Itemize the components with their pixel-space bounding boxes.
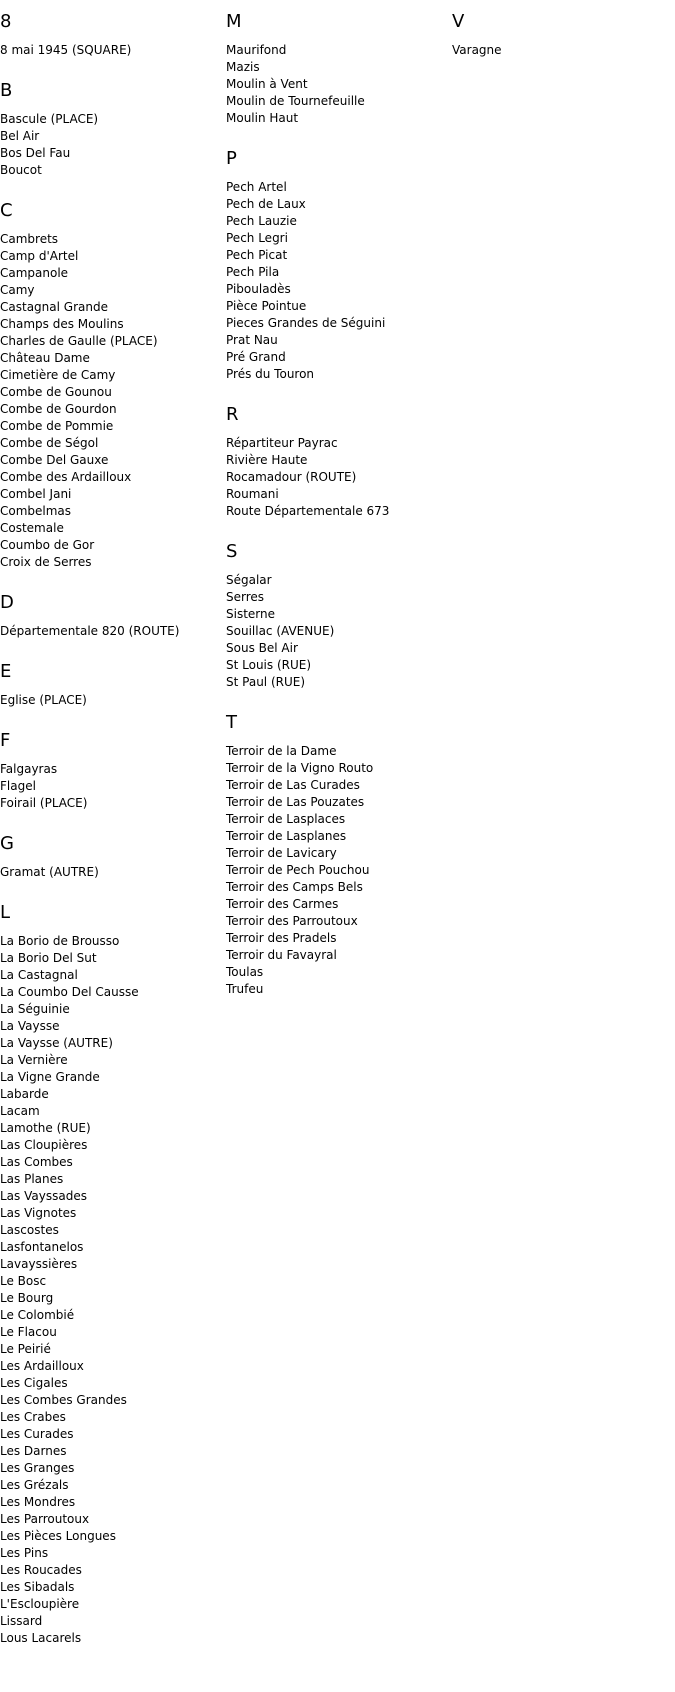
street-link[interactable]: Cimetière de Camy — [0, 368, 116, 382]
street-link[interactable]: Répartiteur Payrac — [226, 436, 338, 450]
street-link[interactable]: Combelmas — [0, 504, 72, 518]
letter-group-r — [226, 405, 446, 520]
street-link[interactable]: Les Darnes — [0, 1444, 67, 1458]
street-link[interactable]: Route Départementale 673 — [226, 504, 390, 518]
street-link[interactable]: La Vigne Grande — [0, 1070, 100, 1084]
street-list — [226, 42, 446, 127]
street-link[interactable]: Serres — [226, 590, 265, 604]
street-link[interactable]: Moulin à Vent — [226, 77, 308, 91]
street-link[interactable]: Lous Lacarels — [0, 1631, 82, 1645]
street-link[interactable]: Charles de Gaulle (PLACE) — [0, 334, 158, 348]
street-link[interactable]: Campanole — [0, 266, 69, 280]
letter-group-t — [226, 713, 446, 998]
street-link[interactable]: Varagne — [452, 43, 502, 57]
street-link[interactable]: Gramat (AUTRE) — [0, 865, 99, 879]
street-link[interactable]: St Louis (RUE) — [226, 658, 312, 672]
street-link[interactable]: Terroir des Camps Bels — [226, 880, 363, 894]
street-link[interactable]: Combel Jani — [0, 487, 72, 501]
street-link[interactable]: Les Granges — [0, 1461, 75, 1475]
street-link[interactable]: La Borio de Brousso — [0, 934, 120, 948]
street-link[interactable]: Les Pièces Longues — [0, 1529, 116, 1543]
street-link[interactable]: Camy — [0, 283, 35, 297]
letter-heading: 8 — [0, 11, 12, 32]
street-link[interactable]: Les Roucades — [0, 1563, 82, 1577]
street-link[interactable]: Moulin de Tournefeuille — [226, 94, 365, 108]
street-link[interactable]: Les Cigales — [0, 1376, 68, 1390]
street-list — [0, 933, 220, 1647]
letter-group-g — [0, 834, 220, 881]
street-link[interactable]: Terroir de la Dame — [226, 744, 337, 758]
street-link[interactable]: Combe Del Gauxe — [0, 453, 109, 467]
letter-group-l — [0, 903, 220, 1647]
index-column-2 — [226, 0, 446, 1020]
street-link[interactable]: Pibouladès — [226, 282, 291, 296]
street-link[interactable]: Souillac (AVENUE) — [226, 624, 335, 638]
letter-heading: R — [226, 404, 239, 425]
letter-group-b — [0, 81, 220, 179]
street-link[interactable]: Pech Lauzie — [226, 214, 297, 228]
street-link[interactable]: Castagnal Grande — [0, 300, 108, 314]
street-link[interactable]: Lascostes — [0, 1223, 59, 1237]
street-link[interactable]: Pieces Grandes de Séguini — [226, 316, 386, 330]
street-list — [226, 743, 446, 998]
letter-group-v — [452, 12, 672, 59]
street-list — [0, 231, 220, 571]
street-link[interactable]: Pièce Pointue — [226, 299, 307, 313]
street-link[interactable]: Pech Pila — [226, 265, 280, 279]
street-list — [226, 179, 446, 383]
street-link[interactable]: Le Flacou — [0, 1325, 57, 1339]
street-link[interactable]: Les Mondres — [0, 1495, 76, 1509]
letter-heading: C — [0, 200, 13, 221]
letter-heading: B — [0, 80, 13, 101]
street-link[interactable]: La Coumbo Del Causse — [0, 985, 139, 999]
street-link[interactable]: La Borio Del Sut — [0, 951, 97, 965]
street-link[interactable]: Moulin Haut — [226, 111, 299, 125]
letter-heading: D — [0, 592, 14, 613]
street-link[interactable]: Mazis — [226, 60, 260, 74]
street-link[interactable]: Foirail (PLACE) — [0, 796, 88, 810]
street-link[interactable]: Pré Grand — [226, 350, 286, 364]
street-link[interactable]: Terroir des Pradels — [226, 931, 337, 945]
street-list — [452, 42, 672, 59]
street-link[interactable]: Combe de Pommie — [0, 419, 114, 433]
street-link[interactable]: Combe de Gourdon — [0, 402, 117, 416]
street-link[interactable]: Prés du Touron — [226, 367, 315, 381]
street-list — [0, 761, 220, 812]
street-link[interactable]: Rocamadour (ROUTE) — [226, 470, 357, 484]
street-link[interactable]: Combe de Ségol — [0, 436, 99, 450]
letter-group-f — [0, 731, 220, 812]
letter-heading: F — [0, 730, 11, 751]
street-link[interactable]: Les Combes Grandes — [0, 1393, 127, 1407]
street-link[interactable]: Las Planes — [0, 1172, 64, 1186]
letter-heading: T — [226, 712, 237, 733]
street-link[interactable]: St Paul (RUE) — [226, 675, 306, 689]
street-link[interactable]: Boucot — [0, 163, 42, 177]
letter-heading: E — [0, 661, 12, 682]
street-link[interactable]: Maurifond — [226, 43, 287, 57]
letter-group-s — [226, 542, 446, 691]
street-link[interactable]: Lissard — [0, 1614, 43, 1628]
street-link[interactable]: Lacam — [0, 1104, 40, 1118]
street-link[interactable]: La Castagnal — [0, 968, 78, 982]
street-link[interactable]: Combe des Ardailloux — [0, 470, 132, 484]
street-list — [0, 692, 220, 709]
letter-group-e — [0, 662, 220, 709]
street-link[interactable]: Ségalar — [226, 573, 272, 587]
street-link[interactable]: Trufeu — [226, 982, 264, 996]
street-link[interactable]: Bos Del Fau — [0, 146, 71, 160]
street-link[interactable]: Terroir de Lavicary — [226, 846, 337, 860]
street-link[interactable]: Château Dame — [0, 351, 90, 365]
street-link[interactable]: Terroir de Lasplanes — [226, 829, 347, 843]
letter-group-d — [0, 593, 220, 640]
street-link[interactable]: Eglise (PLACE) — [0, 693, 87, 707]
street-link[interactable]: Les Pins — [0, 1546, 49, 1560]
street-link[interactable]: Roumani — [226, 487, 279, 501]
street-link[interactable]: Labarde — [0, 1087, 49, 1101]
street-list — [226, 572, 446, 691]
street-link[interactable]: Terroir des Carmes — [226, 897, 339, 911]
street-link[interactable]: La Vaysse — [0, 1019, 60, 1033]
street-link[interactable]: Las Vayssades — [0, 1189, 87, 1203]
street-link[interactable]: Sisterne — [226, 607, 276, 621]
street-link[interactable]: Camp d'Artel — [0, 249, 79, 263]
street-link[interactable]: Falgayras — [0, 762, 58, 776]
street-link[interactable]: Las Vignotes — [0, 1206, 77, 1220]
street-link[interactable]: Le Bosc — [0, 1274, 47, 1288]
street-link[interactable]: Les Parroutoux — [0, 1512, 90, 1526]
street-link[interactable]: Flagel — [0, 779, 36, 793]
street-link[interactable]: Combe de Gounou — [0, 385, 112, 399]
index-column-3 — [452, 0, 672, 81]
street-link[interactable]: Les Grézals — [0, 1478, 69, 1492]
street-link[interactable]: Las Combes — [0, 1155, 73, 1169]
street-link[interactable]: Bel Air — [0, 129, 40, 143]
letter-heading: L — [0, 902, 11, 923]
street-link[interactable]: Bascule (PLACE) — [0, 112, 99, 126]
street-link[interactable]: Les Crabes — [0, 1410, 66, 1424]
street-list — [0, 623, 220, 640]
street-link[interactable]: Les Ardailloux — [0, 1359, 84, 1373]
street-link[interactable]: Le Colombié — [0, 1308, 75, 1322]
street-link[interactable]: 8 mai 1945 (SQUARE) — [0, 43, 132, 57]
street-link[interactable]: Terroir de Pech Pouchou — [226, 863, 370, 877]
street-link[interactable]: Le Peirié — [0, 1342, 51, 1356]
street-link[interactable]: Terroir de la Vigno Routo — [226, 761, 374, 775]
street-link[interactable]: Sous Bel Air — [226, 641, 298, 655]
street-link[interactable]: Cambrets — [0, 232, 59, 246]
letter-group-p — [226, 149, 446, 383]
street-link[interactable]: Toulas — [226, 965, 264, 979]
street-list — [0, 864, 220, 881]
street-link[interactable]: Terroir du Favayral — [226, 948, 337, 962]
street-link[interactable]: La Vernière — [0, 1053, 68, 1067]
street-link[interactable]: Lasfontanelos — [0, 1240, 84, 1254]
street-link[interactable]: Rivière Haute — [226, 453, 308, 467]
letter-heading: S — [226, 541, 238, 562]
index-column-1 — [0, 0, 220, 1669]
street-link[interactable]: Terroir de Las Pouzates — [226, 795, 365, 809]
street-link[interactable]: Terroir des Parroutoux — [226, 914, 358, 928]
street-link[interactable]: Départementale 820 (ROUTE) — [0, 624, 180, 638]
letter-group-m — [226, 12, 446, 127]
letter-heading: P — [226, 148, 237, 169]
street-list — [0, 42, 220, 59]
street-link[interactable]: Croix de Serres — [0, 555, 92, 569]
street-link[interactable]: Pech Artel — [226, 180, 287, 194]
street-link[interactable]: L'Escloupière — [0, 1597, 80, 1611]
street-link[interactable]: Le Bourg — [0, 1291, 54, 1305]
street-link[interactable]: La Vaysse (AUTRE) — [0, 1036, 113, 1050]
street-link[interactable]: Lamothe (RUE) — [0, 1121, 91, 1135]
street-link[interactable]: Las Cloupières — [0, 1138, 88, 1152]
street-link[interactable]: Terroir de Lasplaces — [226, 812, 346, 826]
street-link[interactable]: La Séguinie — [0, 1002, 70, 1016]
letter-group-8 — [0, 12, 220, 59]
letter-heading: G — [0, 833, 14, 854]
street-link[interactable]: Pech de Laux — [226, 197, 306, 211]
street-link[interactable]: Coumbo de Gor — [0, 538, 95, 552]
street-link[interactable]: Lavayssières — [0, 1257, 78, 1271]
street-link[interactable]: Prat Nau — [226, 333, 278, 347]
street-link[interactable]: Costemale — [0, 521, 64, 535]
street-list — [0, 111, 220, 179]
street-link[interactable]: Pech Legri — [226, 231, 288, 245]
street-link[interactable]: Champs des Moulins — [0, 317, 124, 331]
letter-heading: M — [226, 11, 242, 32]
letter-heading: V — [452, 11, 465, 32]
street-list — [226, 435, 446, 520]
letter-group-c — [0, 201, 220, 571]
street-link[interactable]: Les Curades — [0, 1427, 74, 1441]
street-link[interactable]: Terroir de Las Curades — [226, 778, 360, 792]
street-link[interactable]: Les Sibadals — [0, 1580, 75, 1594]
street-link[interactable]: Pech Picat — [226, 248, 288, 262]
